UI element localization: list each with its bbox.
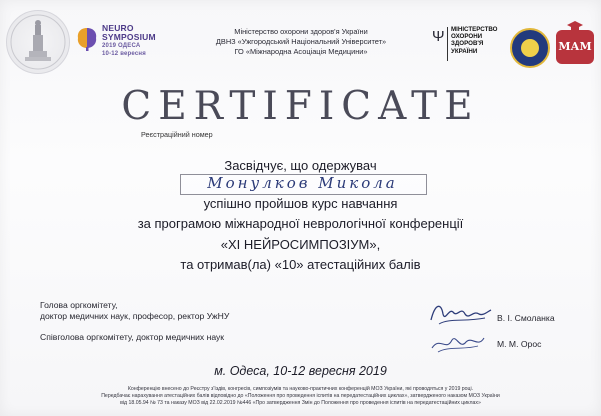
registration-number-label: Реєстраційний номер [141,130,213,139]
neuro-symposium-logo [102,24,172,58]
brain-logo-icon [76,26,98,52]
ministry-logo [428,24,498,66]
graduation-cap-icon [567,21,583,31]
points-line: та отримав(ла) «10» атестаційних балів [180,257,421,272]
neuro-line2: SYMPOSIUM [102,32,156,42]
recipient-name: Монулков Микола [207,174,398,192]
cochair-name: М. М. Орос [497,339,542,349]
chair-title-line: Голова оргкомітету, [40,300,118,310]
moz-line: МІНІСТЕРСТВО [451,26,498,33]
moz-line: ОХОРОНИ [451,33,483,41]
monument-seal-logo [6,10,70,74]
university-emblem-icon [510,28,550,68]
mam-label: МАМ [558,40,592,53]
fine-print-line: від 18.05.94 № 73 та наказу МОЗ від 22.02.2019 №446 «Про затвердження Змін до Положення про проведення іспитів на передатестаційних циклах» [120,400,481,406]
chair-title [40,300,229,322]
mam-logo [556,30,594,64]
cochair-title: Співголова оргкомітету, доктор медичних наук [40,332,225,342]
place-and-date: м. Одеса, 10-12 вересня 2019 [214,364,387,378]
neuro-line1: NEURO [102,23,134,33]
chair-title-line: доктор медичних наук, професор, ректор УжНУ [40,311,230,321]
organizer-line: Міністерство охорони здоров'я України [234,27,368,36]
moz-line: ЗДОРОВ'Я [451,40,484,48]
conference-name: «XI НЕЙРОСИМПОЗІУМ», [220,237,381,252]
neuro-line3: 2019 ОДЕСА [102,43,141,49]
trident-icon: Ψ [432,28,445,45]
certificate-title: CERTIFICATE [121,84,480,129]
program-line: за програмою міжнародної неврологічної конференції [137,216,464,231]
neuro-line4: 10-12 вересня [102,51,146,57]
fine-print-line: Конференцію внесено до Реєстру з'їздів, конгресів, симпозіумів та науково-практичних конференцій МОЗ України, які проводяться у 2019 році. [127,386,474,392]
fine-print-line: Передбачає нарахування атестаційних балів відповідно до «Положення про проведення іспитів на передатестаційних циклах», затвердженого наказом МОЗ України [101,393,500,399]
certifies-line: Засвідчує, що одержувач [224,158,377,173]
moz-line: УКРАЇНИ [451,47,478,55]
signature-scribble [428,330,486,356]
divider [447,27,448,61]
signature-scribble [425,298,493,328]
course-completed-line: успішно пройшов курс навчання [203,196,398,211]
organizer-line: ДВНЗ «Ужгородський Національний Університет» [215,37,387,46]
chair-name: В. І. Смоланка [497,313,555,323]
organizer-line: ГО «Міжнародна Асоціація Медицини» [234,47,368,56]
organizers-block [176,27,426,57]
